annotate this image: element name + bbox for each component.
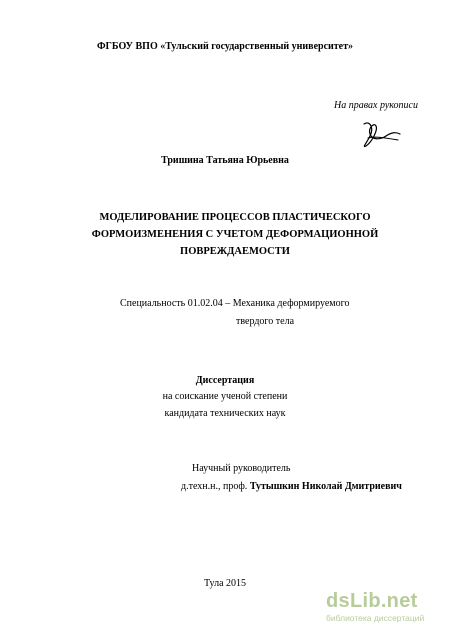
- author-name: Тришина Татьяна Юрьевна: [161, 155, 289, 166]
- city-year: Тула 2015: [203, 578, 247, 589]
- specialty-line-1: Специальность 01.02.04 – Механика деформируемого: [120, 298, 350, 309]
- supervisor-line: [181, 481, 402, 492]
- title-line-2: ФОРМОИЗМЕНЕНИЯ С УЧЕТОМ ДЕФОРМАЦИОННОЙ: [91, 229, 379, 240]
- watermark-logo: dsLib.net: [326, 590, 418, 612]
- supervisor-degree: д.техн.н., проф.: [181, 481, 248, 492]
- dissertation-heading: Диссертация: [195, 375, 255, 386]
- supervisor-label: Научный руководитель: [192, 463, 291, 474]
- degree-name: кандидата технических наук: [164, 408, 286, 419]
- university-name: ФГБОУ ВПО «Тульский государственный университет»: [96, 41, 354, 52]
- supervisor-name: Тутышкин Николай Дмитриевич: [249, 481, 402, 492]
- rights-notice: На правах рукописи: [334, 100, 418, 111]
- dissertation-title: [90, 209, 380, 260]
- title-line-3: ПОВРЕЖДАЕМОСТИ: [180, 246, 290, 257]
- title-line-1: МОДЕЛИРОВАНИЕ ПРОЦЕССОВ ПЛАСТИЧЕСКОГО: [99, 212, 371, 223]
- watermark: [326, 590, 444, 630]
- degree-purpose: на соискание ученой степени: [162, 391, 288, 402]
- watermark-subtitle: библиотека диссертаций: [326, 613, 425, 623]
- specialty-line-2: твердого тела: [236, 316, 295, 327]
- signature-image: [356, 118, 404, 152]
